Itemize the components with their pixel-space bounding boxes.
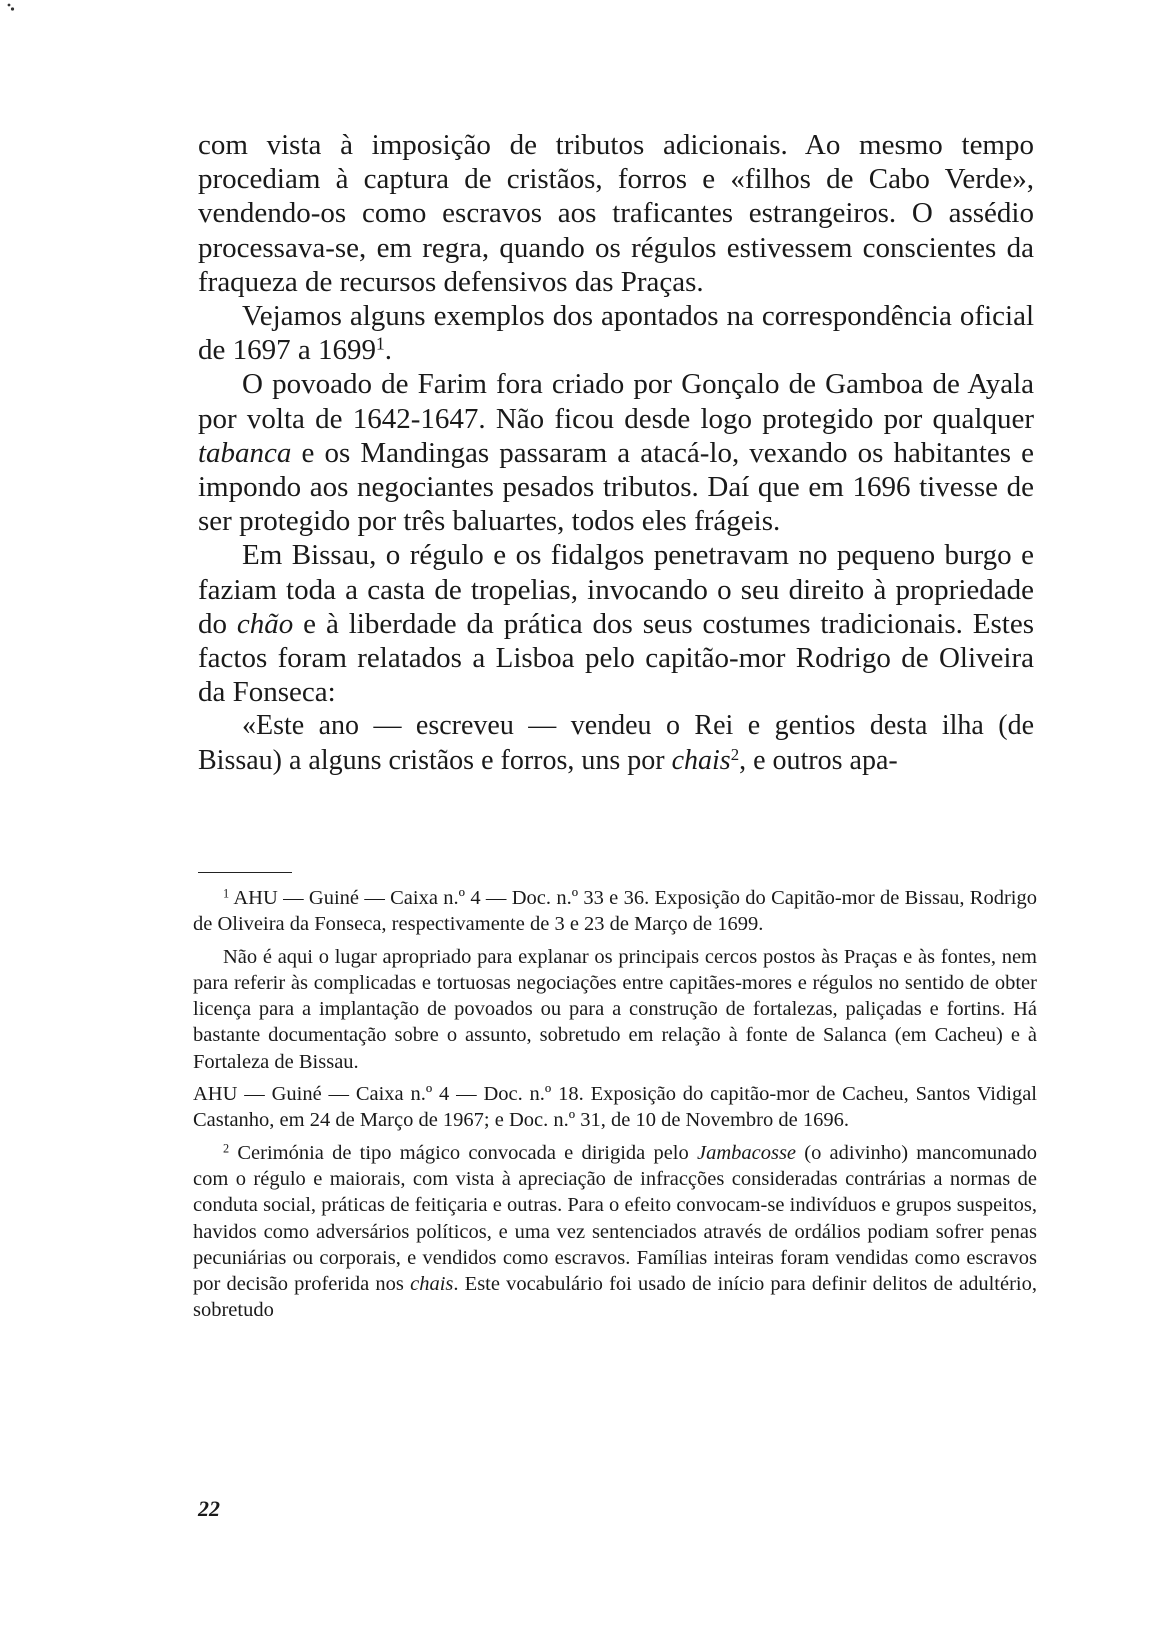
italic-term: chão bbox=[236, 607, 294, 640]
footnote-1-continued bbox=[193, 944, 1037, 1075]
footnote-divider bbox=[198, 872, 292, 873]
quotation bbox=[198, 709, 1034, 777]
footnote-mark: 1 bbox=[223, 886, 230, 901]
paragraph-tributes bbox=[198, 128, 1034, 299]
footnote-text: (o adivinho) mancomunado com o régulo e maiorais, com vista à apreciação de infracções consideradas contrárias a normas de conduta social, práticas de feitiçaria e outras. Para o efeito convocam-se indivíduos e grupos suspeitos, havidos como adversários políticos, e uma vez sentenciados através de ordálios podiam sofrer penas pecuniárias ou corporais, e vendidos como escravos. Famílias inteiras foram vendidas como escravos por decisão proferida nos bbox=[193, 1141, 1037, 1296]
footnote-text: AHU — Guiné — Caixa n.º 4 — Doc. n.º 18. Exposição do capitão-mor de Cacheu, Santos Vidigal Castanho, em 24 de Março de 1967; e Doc. n.º 31, de 10 de Novembro de 1696. bbox=[193, 1083, 1037, 1132]
paragraph-text: Em Bissau, o régulo e os fidalgos penetravam no pequeno burgo e faziam toda a casta de tropelias, invocando o seu direito à propriedade do bbox=[198, 539, 1034, 640]
footnote-text: AHU — Guiné — Caixa n.º 4 — Doc. n.º 33 e 36. Exposição do Capitão-mor de Bissau, Rodrigo de Oliveira da Fonseca, respectivamente de 3 e 23 de Março de 1699. bbox=[193, 887, 1037, 936]
footnote-1 bbox=[193, 885, 1037, 938]
footnote-text: Cerimónia de tipo mágico convocada e dirigida pelo bbox=[229, 1141, 697, 1164]
footnote-text: . Este vocabulário foi usado de início para definir delitos de adultério, sobretudo bbox=[193, 1273, 1037, 1322]
italic-term: Jambacosse bbox=[696, 1141, 797, 1164]
paragraph-text: . bbox=[384, 334, 392, 367]
paragraph-text: Vejamos alguns exemplos dos apontados na correspondência oficial de 1697 a 1699 bbox=[198, 300, 1034, 367]
scan-speck-icon bbox=[6, 2, 15, 11]
page-number: 22 bbox=[198, 1496, 220, 1521]
footnote-text: Não é aqui o lugar apropriado para explanar os principais cercos postos às Praças e às fontes, nem para referir às complicadas e tortuosas negociações entre capitães-mores e régulos no sentido de obter licença para a implantação de povoados ou para a construção de fortalezas, paliçadas e fortins. Há bastante documentação sobre o assunto, sobretudo em relação à fonte de Salanca (em Cacheu) e à Fortaleza de Bissau. bbox=[193, 945, 1037, 1073]
footnote-ref-1: 1 bbox=[376, 333, 385, 354]
footnote-mark: 2 bbox=[223, 1140, 230, 1155]
italic-term: tabanca bbox=[198, 436, 292, 469]
italic-term: chais bbox=[671, 744, 731, 776]
quotation-text: , e outros apa- bbox=[739, 744, 898, 776]
paragraph-farim bbox=[198, 367, 1034, 538]
italic-term: chais bbox=[410, 1273, 454, 1296]
paragraph-examples bbox=[198, 299, 1034, 367]
footnote-2 bbox=[193, 1140, 1037, 1324]
paragraph-text: e à liberdade da prática dos seus costumes tradicionais. Estes factos foram relatados a Lisboa pelo capitão-mor Rodrigo de Oliveira da Fonseca: bbox=[198, 607, 1035, 709]
quotation-text: «Este ano — escreveu — vendeu o Rei e gentios desta ilha (de Bissau) a alguns cristãos e forros, uns por bbox=[198, 710, 1034, 776]
footnote-1-reference bbox=[193, 1081, 1037, 1134]
footnote-ref-2: 2 bbox=[730, 744, 740, 764]
main-text bbox=[198, 128, 1034, 778]
footnotes bbox=[193, 885, 1037, 1330]
paragraph-text: com vista à imposição de tributos adicionais. Ao mesmo tempo procediam à captura de cristãos, forros e «filhos de Cabo Verde», vendendo-os como escravos aos traficantes estrangeiros. O assédio processava-se, em regra, quando os régulos estivessem conscientes da fraqueza de recursos defensivos das Praças. bbox=[198, 129, 1034, 298]
paragraph-text: O povoado de Farim fora criado por Gonçalo de Gamboa de Ayala por volta de 1642-1647. Não ficou desde logo protegido por qualquer bbox=[198, 368, 1034, 435]
paragraph-bissau bbox=[198, 538, 1034, 709]
paragraph-text: e os Mandingas passaram a atacá-lo, vexando os habitantes e impondo aos negociantes pesados tributos. Daí que em 1696 tivesse de ser protegido por três baluartes, todos eles frágeis. bbox=[198, 436, 1034, 538]
